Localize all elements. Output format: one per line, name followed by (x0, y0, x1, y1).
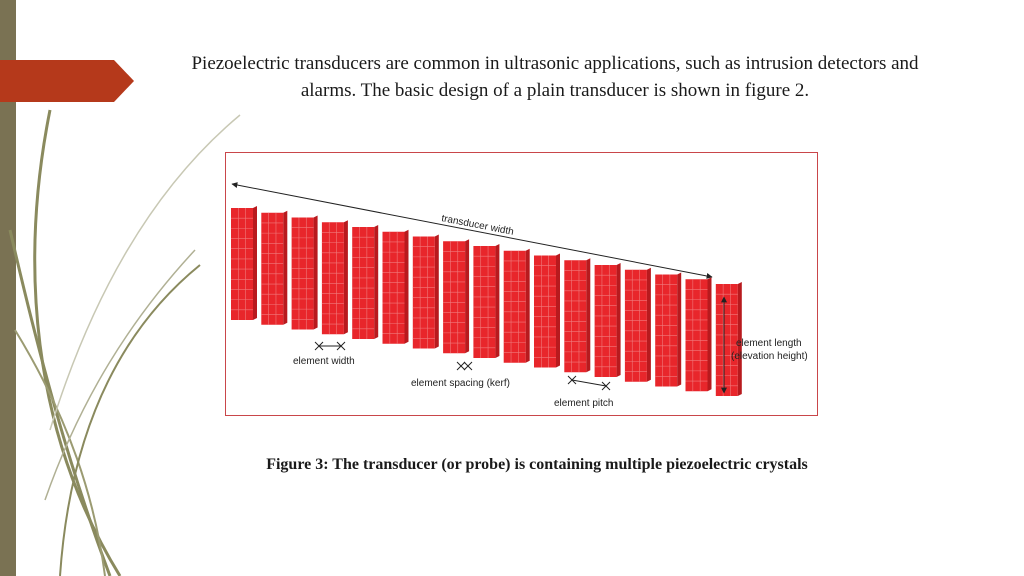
transducer-width-label: transducer width (440, 213, 515, 238)
element-width-marker (315, 342, 345, 350)
element-spacing-marker (457, 362, 472, 370)
element-pitch-label: element pitch (554, 398, 614, 409)
transducer-element (686, 277, 712, 391)
title-arrow-tab (0, 60, 134, 102)
figure-caption: Figure 3: The transducer (or probe) is containing multiple piezoelectric crystals (266, 456, 808, 473)
element-width-label: element width (293, 356, 355, 367)
transducer-element (413, 235, 439, 349)
transducer-element (322, 220, 348, 334)
transducer-element (443, 239, 469, 353)
intro-text: Piezoelectric transducers are common in ultrasonic applications, such as intrusion detectors and alarms. The basic design of a plain transducer is shown in figure 2. (191, 53, 919, 101)
transducer-diagram (226, 153, 816, 414)
transducer-element (564, 258, 590, 372)
transducer-element (383, 230, 409, 344)
transducer-element (504, 249, 530, 363)
transducer-element (352, 225, 378, 339)
transducer-element (625, 268, 651, 382)
transducer-element (473, 244, 499, 358)
transducer-element (534, 254, 560, 368)
element-spacing-label: element spacing (kerf) (411, 378, 510, 389)
transducer-element (595, 263, 621, 377)
element-length-label: element length (736, 338, 802, 349)
transducer-element (655, 273, 681, 387)
transducer-element (292, 216, 318, 330)
transducer-element (261, 211, 287, 325)
transducer-figure (225, 152, 818, 416)
element-pitch-marker (568, 376, 610, 390)
transducer-element (231, 206, 257, 320)
elevation-height-label: (elevation height) (731, 351, 808, 362)
